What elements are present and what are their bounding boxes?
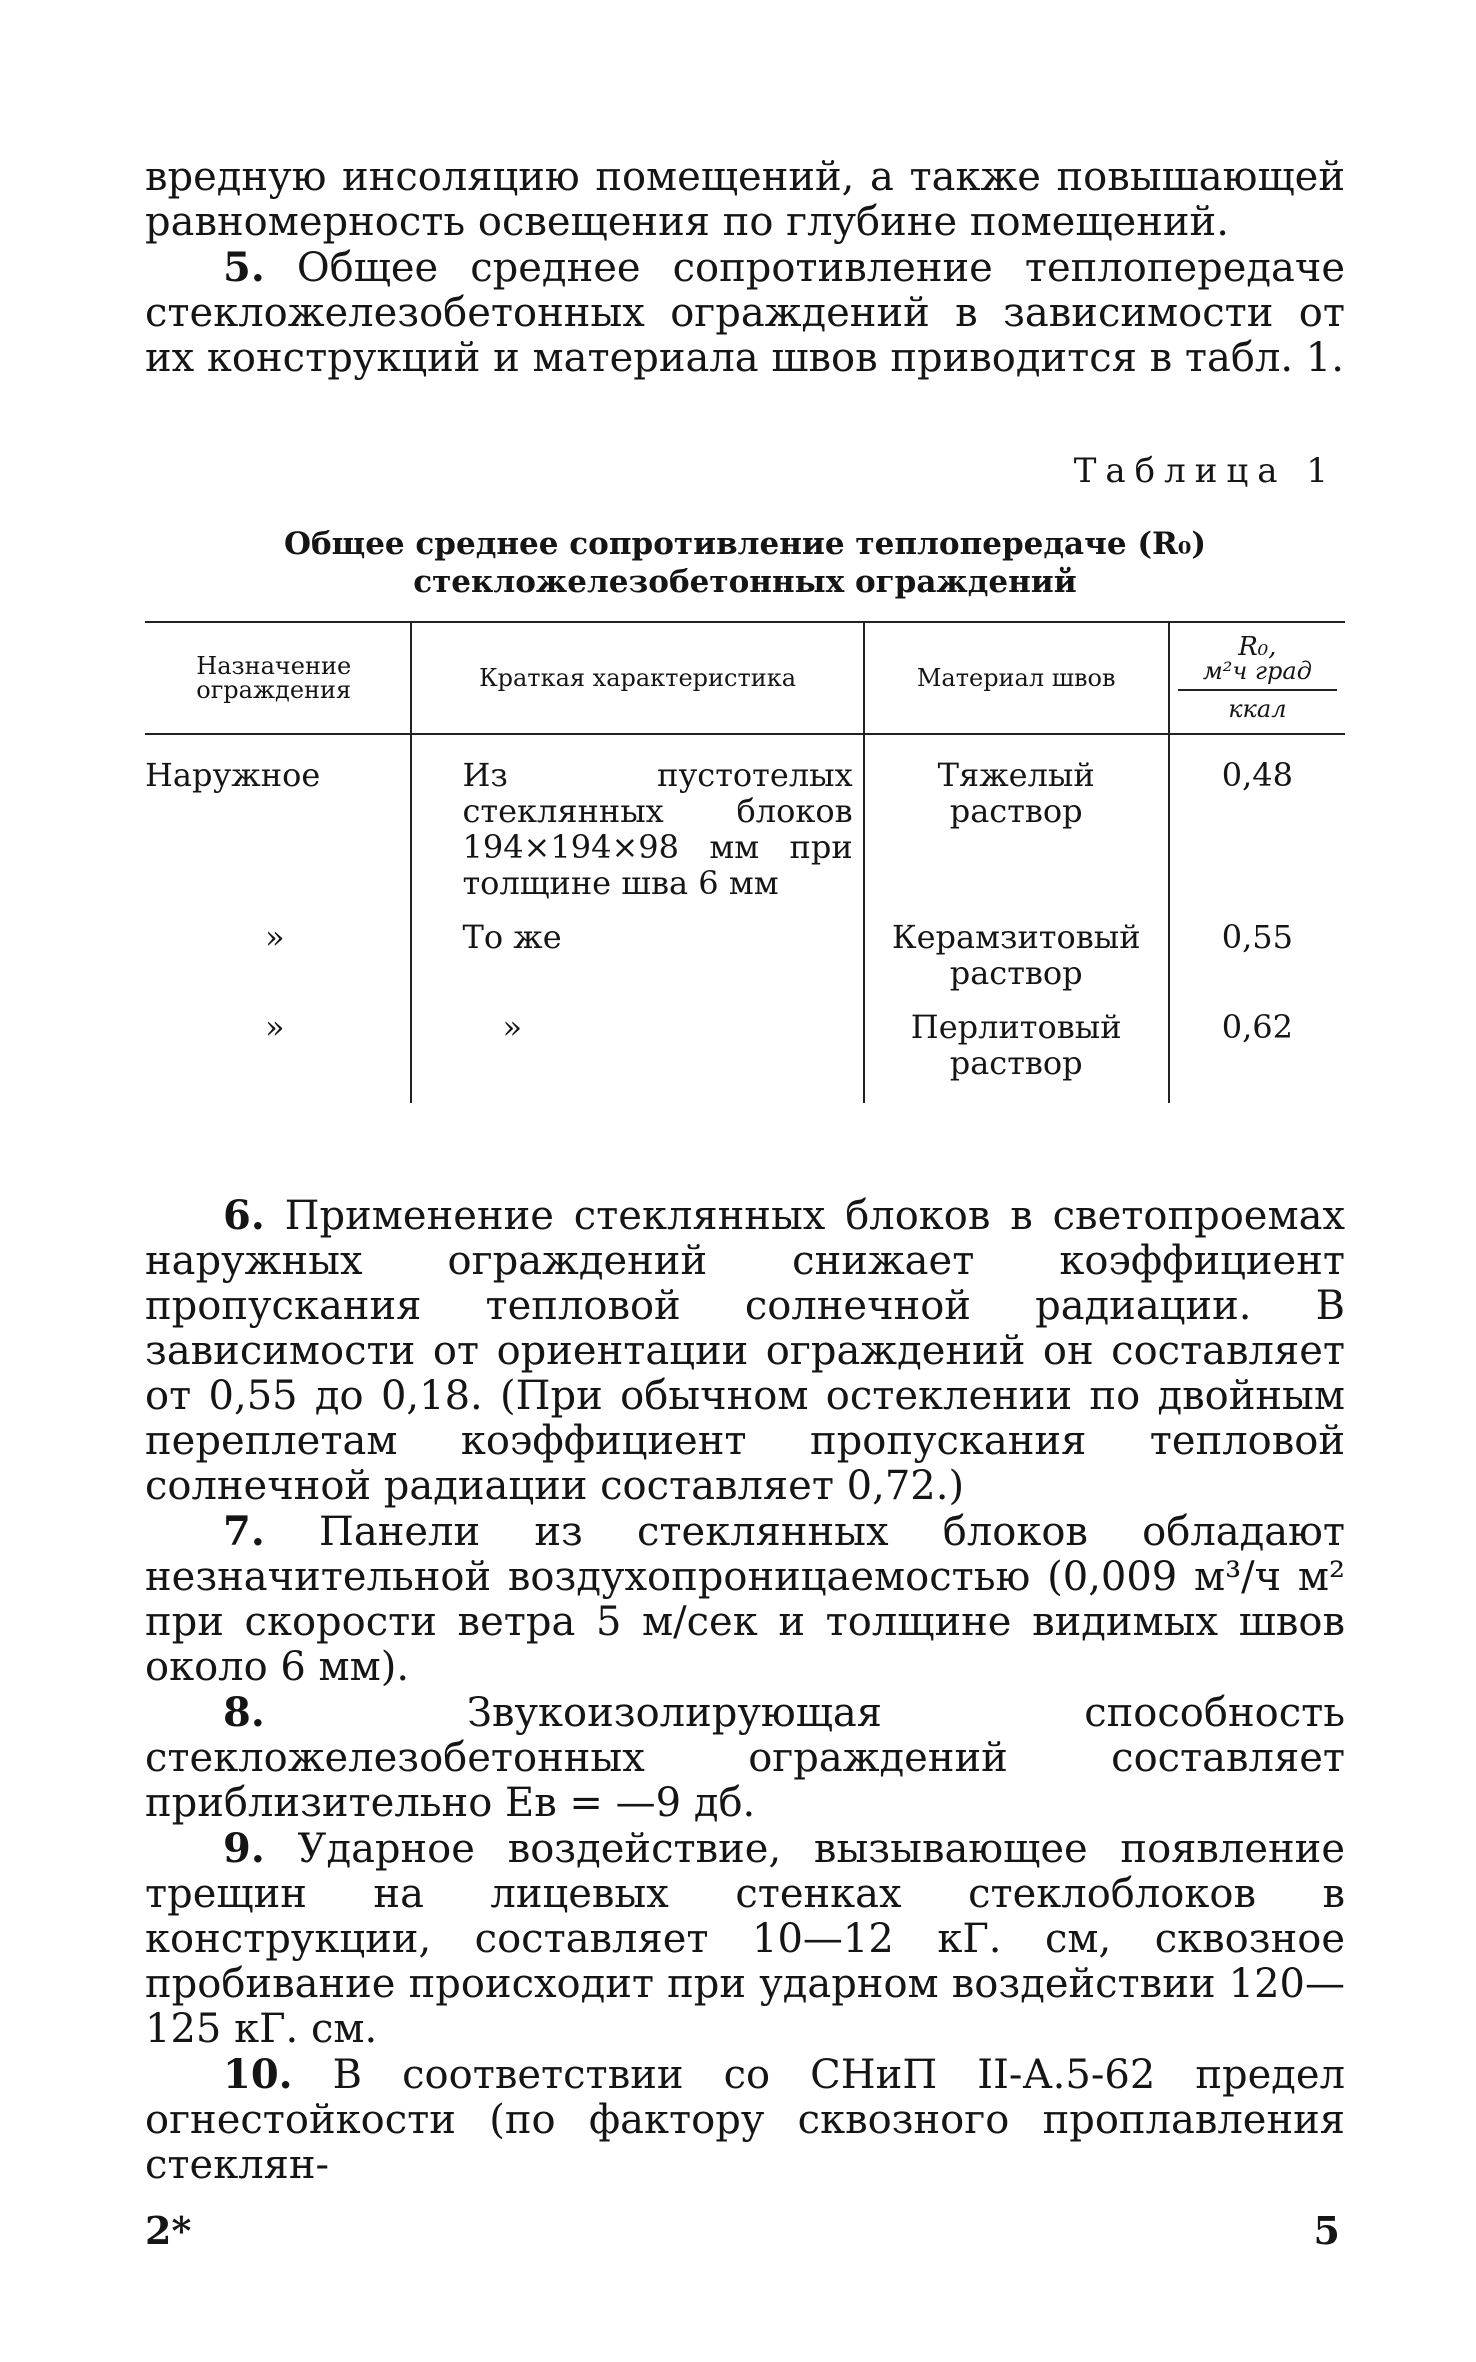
header-resistance-unit-numerator: м²ч град xyxy=(1178,659,1337,691)
table-header-row xyxy=(145,622,1345,734)
cell-value: 0,55 xyxy=(1169,901,1345,991)
page-content xyxy=(145,155,1345,2188)
cell-value: 0,62 xyxy=(1169,991,1345,1103)
header-material: Материал швов xyxy=(864,622,1169,734)
cell-description-text: Из пустотелых стеклянных блоков 194×194×98 мм при толщине шва 6 мм xyxy=(462,756,853,902)
header-resistance xyxy=(1169,622,1345,734)
cell-description xyxy=(411,901,863,991)
page-number: 5 xyxy=(1313,2208,1340,2253)
paragraph-7-number: 7. xyxy=(223,1508,265,1555)
ditto-mark: » xyxy=(265,918,285,956)
cell-description-text: То же xyxy=(462,918,562,956)
cell-purpose xyxy=(145,991,411,1103)
ditto-mark: » xyxy=(265,1008,285,1046)
cell-description-text: » xyxy=(502,1008,523,1046)
paragraph-8-number: 8. xyxy=(223,1689,265,1736)
cell-material: Тяжелый раствор xyxy=(864,734,1169,901)
cell-purpose: Наружное xyxy=(145,756,321,794)
paragraph-9-text: Ударное воздействие, вызывающее появление трещин на лицевых стенках стеклоблоков в конструкции, составляет 10—12 кГ. см, сквозное пробивание происходит при ударном воздействии 120—125 кГ. см. xyxy=(145,1826,1345,2052)
signature-mark: 2* xyxy=(145,2208,192,2253)
header-resistance-symbol: R₀, xyxy=(1238,632,1277,662)
paragraph-10 xyxy=(145,2052,1345,2188)
cell-value: 0,48 xyxy=(1169,734,1345,901)
paragraph-9-number: 9. xyxy=(223,1825,265,1872)
paragraph-9 xyxy=(145,1826,1345,2052)
table-title xyxy=(145,525,1345,601)
thermal-resistance-table xyxy=(145,621,1345,1103)
paragraph-5-text: Общее среднее сопротивление теплопередаче стекложелезобетонных ограждений в зависимости от их конструкций и материала швов приводится в табл. 1. xyxy=(145,245,1346,381)
header-resistance-unit-denominator: ккал xyxy=(1228,695,1287,723)
table-title-line-2: стекложелезобетонных ограждений xyxy=(413,564,1077,600)
paragraph-7-text: Панели из стеклянных блоков обладают незначительной воздухопроницаемостью (0,009 м³/ч м² при скорости ветра 5 м/сек и толщине видимых швов около 6 мм). xyxy=(145,1509,1346,1690)
paragraph-5 xyxy=(145,245,1345,381)
table-row xyxy=(145,901,1345,991)
cell-description xyxy=(411,991,863,1103)
cell-description xyxy=(411,734,863,901)
cell-material: Керамзитовый раствор xyxy=(864,901,1169,991)
paragraph-10-number: 10. xyxy=(223,2051,293,2098)
header-purpose: Назначение ограждения xyxy=(145,622,411,734)
paragraph-7 xyxy=(145,1509,1345,1690)
table-title-line-1: Общее среднее сопротивление теплопередаче (R₀) xyxy=(283,526,1207,562)
body-text xyxy=(145,1193,1345,2188)
table-row xyxy=(145,734,1345,901)
table-row xyxy=(145,991,1345,1103)
cell-purpose xyxy=(145,901,411,991)
paragraph-8-text: Звукоизолирующая способность стекложелезобетонных ограждений составляет приблизительно Eв = —9 дб. xyxy=(145,1690,1345,1826)
cell-material: Перлитовый раствор xyxy=(864,991,1169,1103)
paragraph-continuation: вредную инсоляцию помещений, а также повышающей равномерность освещения по глубине помещений. xyxy=(145,154,1345,245)
paragraph-6-text: Применение стеклянных блоков в светопроемах наружных ограждений снижает коэффициент пропускания тепловой солнечной радиации. В зависимости от ориентации ограждений он составляет от 0,55 до 0,18. (При обычном остеклении по двойным переплетам коэффициент пропускания тепловой солнечной радиации составляет 0,72.) xyxy=(145,1193,1345,1509)
paragraph-6-number: 6. xyxy=(223,1192,265,1239)
paragraph-5-number: 5. xyxy=(223,244,265,291)
paragraph-8 xyxy=(145,1690,1345,1826)
header-description: Краткая характеристика xyxy=(411,622,863,734)
table-caption: Таблица 1 xyxy=(1073,451,1337,491)
paragraph-6 xyxy=(145,1193,1345,1509)
paragraph-10-text: В соответствии со СНиП II-А.5-62 предел огнестойкости (по фактору сквозного проплавления стеклян- xyxy=(145,2052,1345,2188)
